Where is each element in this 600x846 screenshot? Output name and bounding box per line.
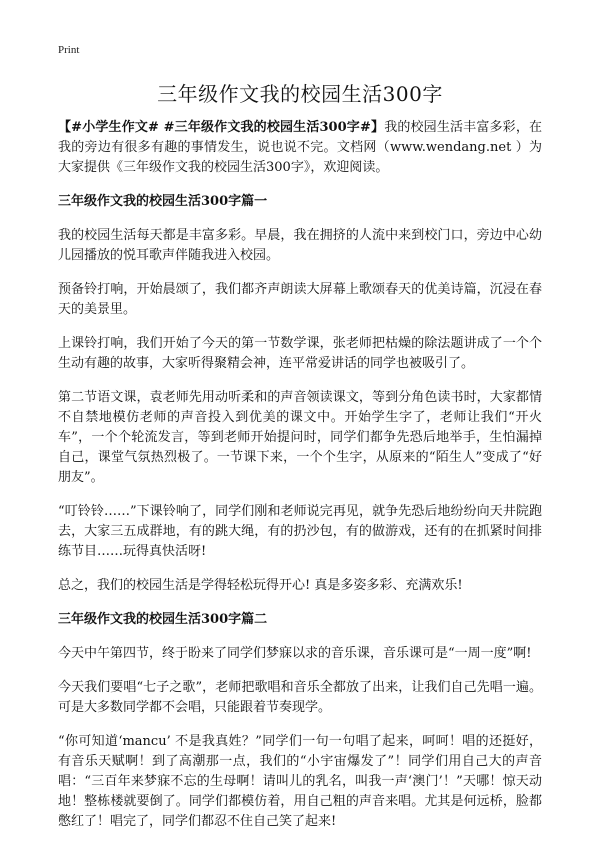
section-paragraph: 第二节语文课，袁老师先用动听柔和的声音领读课文，等到分角色读书时，大家都情不自禁地模仿老师的声音投入到优美的课文中。开始学生字了，老师让我们“开火车”，一个个轮流发言，等到老师开始提问时，同学们都争先恐后地举手，生怕漏掉自己，课堂气氛热烈极了。一节课下来，一个个生字，从原来的“陌生人”变成了“好朋友”。 <box>58 390 542 485</box>
section-paragraph: 我的校园生活每天都是丰富多彩。早晨，我在拥挤的人流中来到校门口，旁边中心幼儿园播放的悦耳歌声伴随我进入校园。 <box>58 228 542 263</box>
document-body <box>58 118 542 846</box>
section-paragraph: 上课铃打响，我们开始了今天的第一节数学课，张老师把枯燥的除法题讲成了一个个生动有趣的故事，大家听得聚精会神，连平常爱讲话的同学也被吸引了。 <box>58 336 542 371</box>
section-paragraph: 今天中午第四节，终于盼来了同学们梦寐以求的音乐课，音乐课可是“一周一度”啊! <box>58 646 532 661</box>
section-paragraph: 预备铃打响，开始晨颂了，我们都齐声朗读大屏幕上歌颂春天的优美诗篇，沉浸在春天的美景里。 <box>58 282 542 317</box>
section-paragraph: “你可知道‘mancu’ 不是我真姓？”同学们一句一句唱了起来，呵呵！唱的还挺好，有音乐天赋啊！到了高潮那一点，我们的“小宇宙爆发了”！同学们用自己大的声音唱：“三百年来梦寐不忘的生母啊！请叫儿的乳名，叫我一声‘澳门’！”天哪！惊天动地！整栋楼就要倒了。同学们都模仿着，用自己粗的声音来唱。尤其是何远桥，脸都憋红了！唱完了，同学们都忍不住自己笑了起来! <box>58 734 542 829</box>
section-paragraph: 总之，我们的校园生活是学得轻松玩得开心! 真是多姿多彩、充满欢乐! <box>58 578 463 593</box>
intro-text: 我的校园生活丰富多彩，在我的旁边有很多有趣的事情发生，说也说不完。文档网（www.wendang.net ）为大家提供《三年级作文我的校园生活300字》，欢迎阅读。 <box>58 120 542 175</box>
section-heading: 三年级作文我的校园生活300字篇二 <box>58 612 268 627</box>
intro-paragraph <box>58 118 542 178</box>
print-label: Print <box>58 44 80 56</box>
document-title: 三年级作文我的校园生活300字 <box>157 82 443 106</box>
intro-tags: 【#小学生作文# #三年级作文我的校园生活300字#】 <box>58 120 385 135</box>
section-heading: 三年级作文我的校园生活300字篇一 <box>58 194 268 209</box>
section-paragraph: “叮铃铃……”下课铃响了，同学们刚和老师说完再见，就争先恐后地纷纷向天井院跑去，大家三五成群地，有的跳大绳，有的扔沙包，有的做游戏，还有的在抓紧时间排练节目……玩得真快活呀! <box>58 504 542 559</box>
section-paragraph: 今天我们要唱“七子之歌”，老师把歌唱和音乐全都放了出来，让我们自己先唱一遍。可是大多数同学都不会唱，只能跟着节奏现学。 <box>58 680 542 715</box>
